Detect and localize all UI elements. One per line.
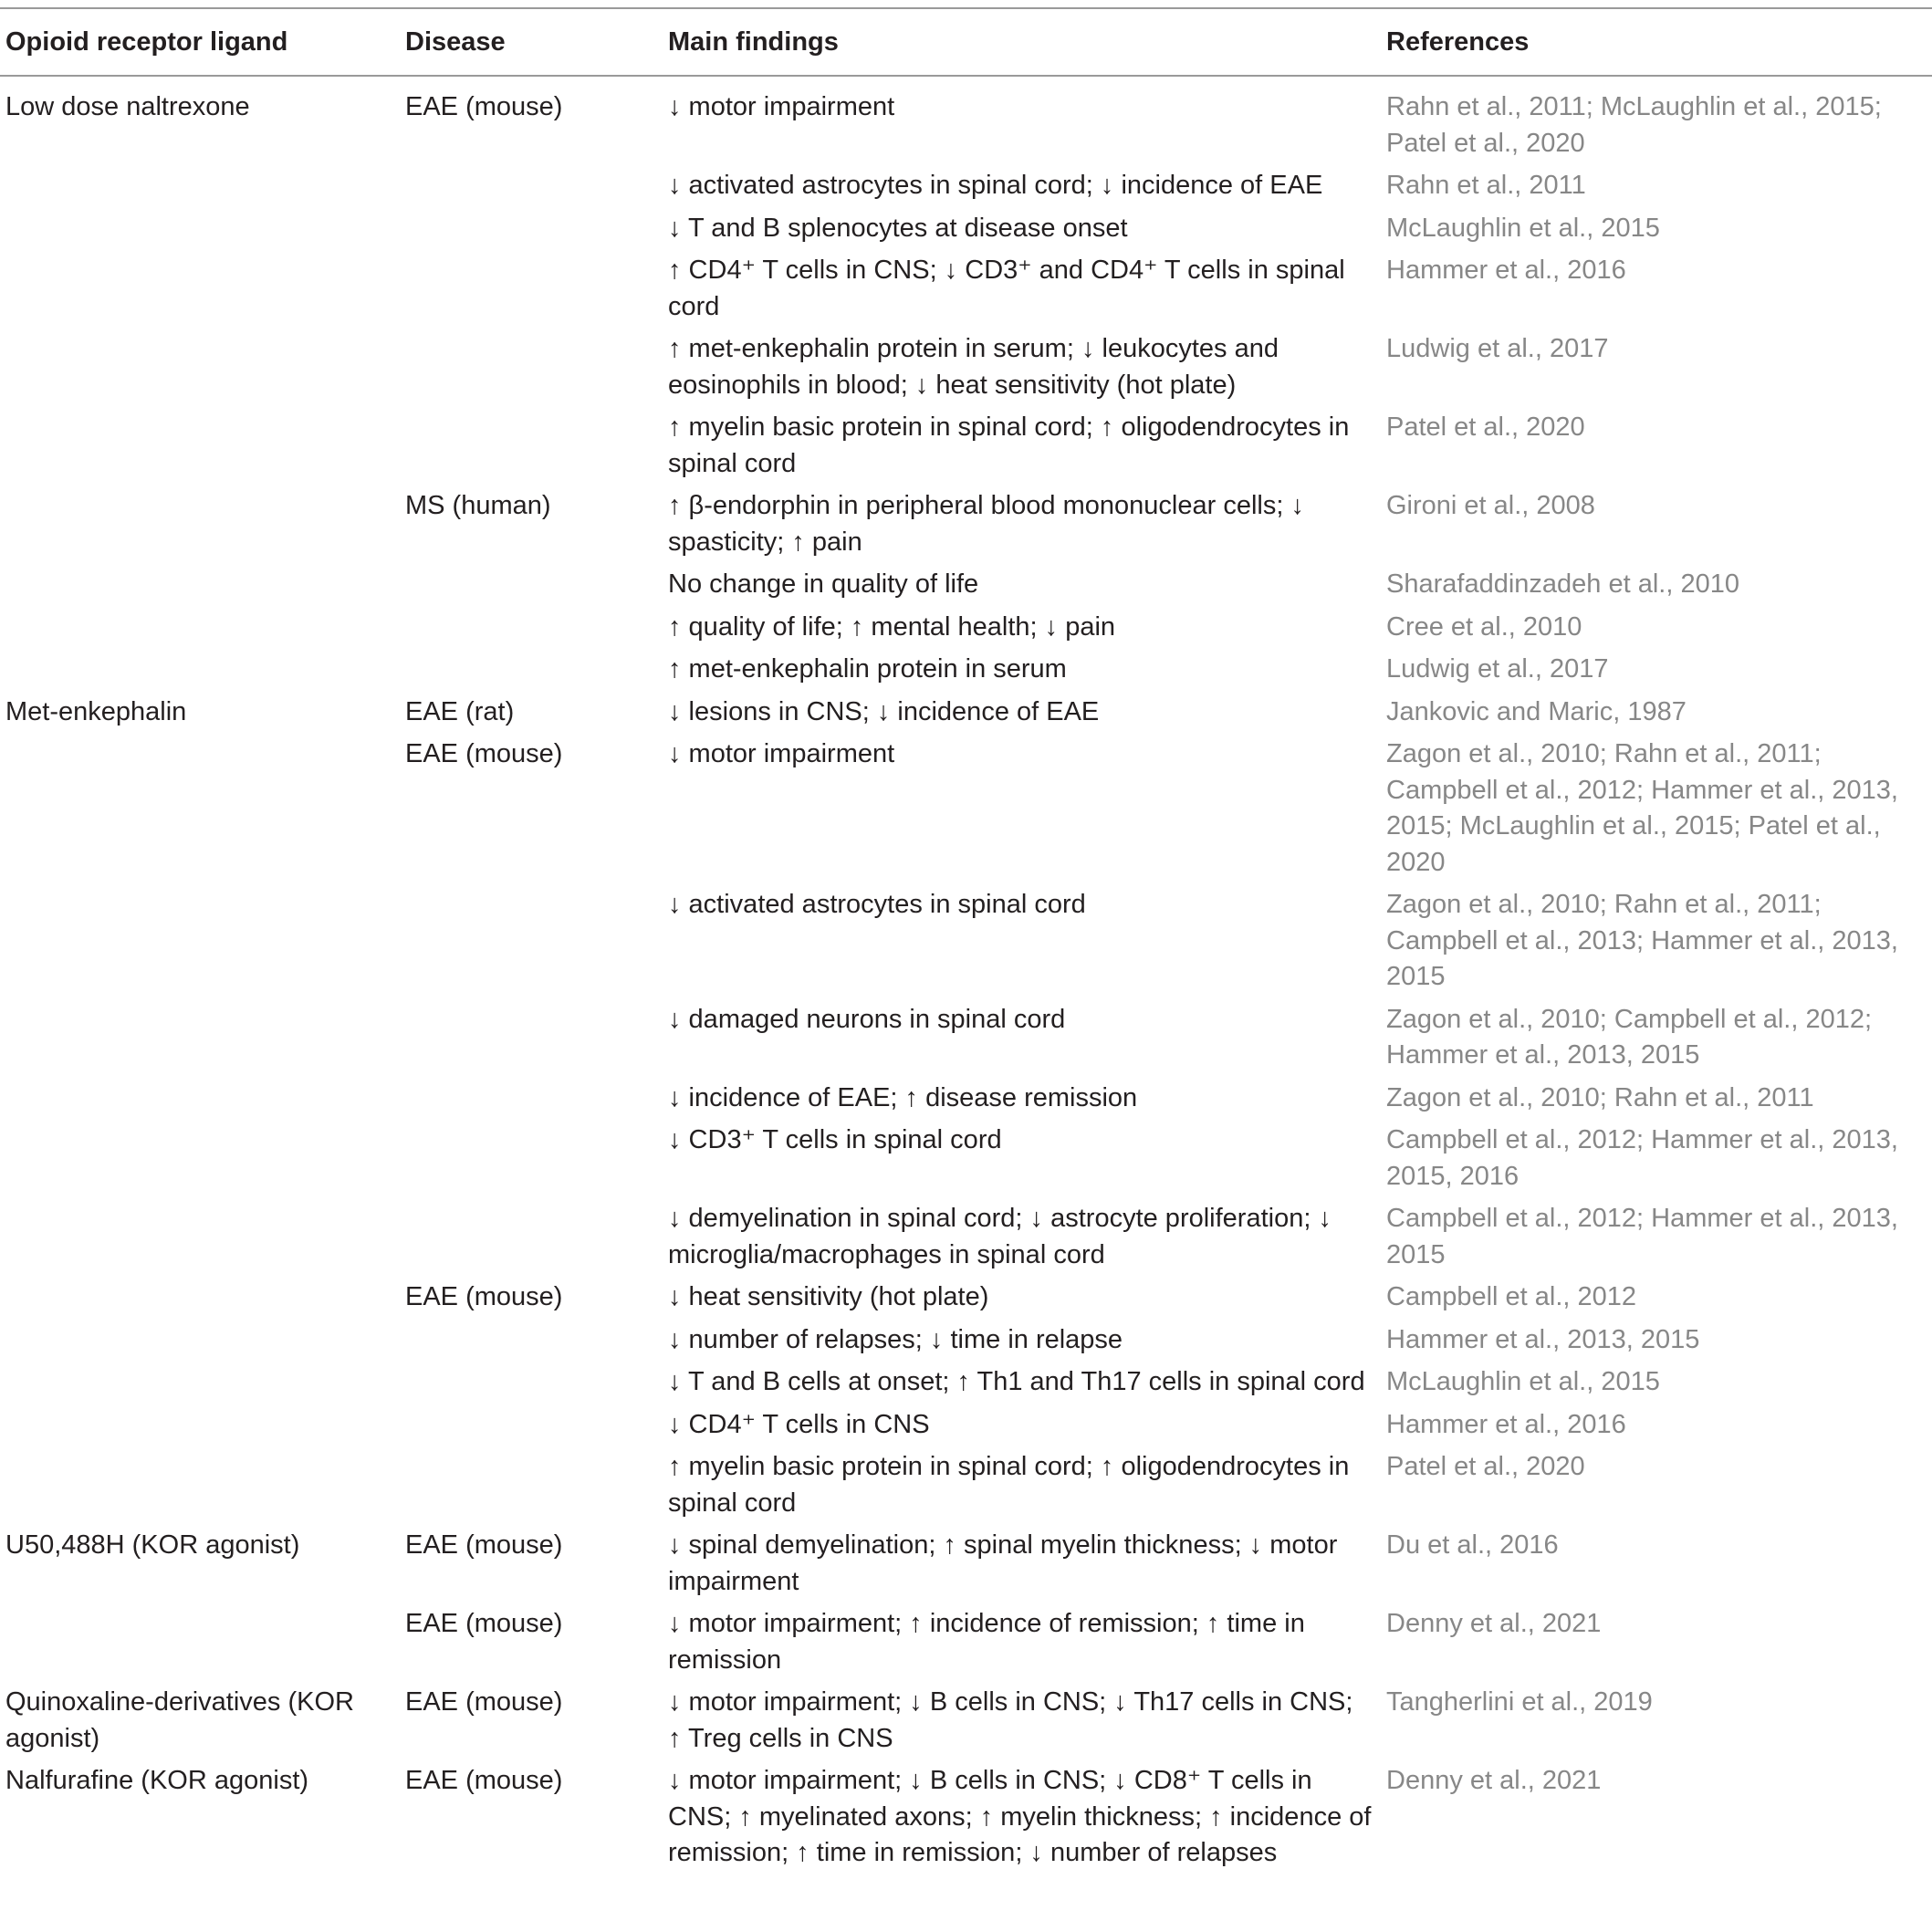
reference-cell: Hammer et al., 2016: [1386, 1409, 1626, 1439]
disease-cell: EAE (mouse): [405, 1687, 563, 1717]
reference-cell: Rahn et al., 2011: [1386, 171, 1586, 200]
finding-cell: ↓ motor impairment: [668, 739, 895, 768]
disease-cell: [400, 883, 663, 998]
ligand-cell: [0, 998, 400, 1077]
finding-cell: ↑ myelin basic protein in spinal cord; ↑ oligodendrocytes in spinal cord: [668, 1452, 1350, 1518]
disease-cell: [400, 606, 663, 649]
reference-cell: Patel et al., 2020: [1386, 412, 1585, 442]
disease-cell: [400, 207, 663, 250]
reference-cell: Rahn et al., 2011; McLaughlin et al., 2015; Patel et al., 2020: [1386, 92, 1882, 158]
finding-cell: ↓ incidence of EAE; ↑ disease remission: [668, 1082, 1138, 1112]
disease-cell: [400, 164, 663, 207]
ligand-cell: [0, 1446, 400, 1524]
reference-cell: Denny et al., 2021: [1386, 1609, 1602, 1638]
findings-table: [0, 7, 1932, 1874]
disease-cell: EAE (rat): [405, 696, 515, 726]
ligand-cell: [0, 733, 400, 883]
reference-cell: Sharafaddinzadeh et al., 2010: [1386, 569, 1739, 599]
ligand-cell: Met-enkephalin: [5, 696, 187, 726]
ligand-cell: [0, 164, 400, 207]
reference-cell: Patel et al., 2020: [1386, 1452, 1585, 1481]
table-row: [0, 1681, 1932, 1759]
finding-cell: ↓ CD3⁺ T cells in spinal cord: [668, 1125, 1002, 1154]
disease-cell: EAE (mouse): [405, 1530, 563, 1560]
reference-cell: Zagon et al., 2010; Campbell et al., 2012; Hammer et al., 2013, 2015: [1386, 1004, 1873, 1070]
finding-cell: ↓ number of relapses; ↓ time in relapse: [668, 1324, 1123, 1354]
reference-cell: Gironi et al., 2008: [1386, 491, 1595, 520]
table-row: [0, 1361, 1932, 1404]
ligand-cell: [0, 249, 400, 328]
table-row: [0, 733, 1932, 883]
reference-cell: Tangherlini et al., 2019: [1386, 1687, 1653, 1717]
reference-cell: Cree et al., 2010: [1386, 611, 1582, 642]
header-disease: Disease: [400, 8, 663, 76]
ligand-cell: [0, 1404, 400, 1446]
finding-cell: No change in quality of life: [668, 569, 979, 599]
finding-cell: ↓ motor impairment; ↓ B cells in CNS; ↓ Th17 cells in CNS; ↑ Treg cells in CNS: [668, 1687, 1353, 1753]
reference-cell: Ludwig et al., 2017: [1386, 334, 1609, 363]
finding-cell: ↓ T and B cells at onset; ↑ Th1 and Th17 cells in spinal cord: [668, 1367, 1365, 1396]
ligand-cell: [0, 606, 400, 649]
table-row: [0, 1404, 1932, 1446]
ligand-cell: [0, 648, 400, 691]
table-row: [0, 328, 1932, 406]
finding-cell: ↓ activated astrocytes in spinal cord; ↓ incidence of EAE: [668, 171, 1323, 200]
disease-cell: [400, 1446, 663, 1524]
disease-cell: [400, 1077, 663, 1120]
table-body: [0, 76, 1932, 1874]
table-row: [0, 76, 1932, 164]
ligand-cell: [0, 328, 400, 406]
disease-cell: [400, 1404, 663, 1446]
table-header: [0, 8, 1932, 76]
table-row: [0, 1319, 1932, 1362]
finding-cell: ↓ motor impairment; ↑ incidence of remission; ↑ time in remission: [668, 1609, 1305, 1675]
disease-cell: [400, 1119, 663, 1197]
table-row: [0, 648, 1932, 691]
table-row: [0, 998, 1932, 1077]
ligand-cell: [0, 1603, 400, 1681]
ligand-cell: [0, 485, 400, 563]
ligand-cell: Low dose naltrexone: [5, 92, 250, 121]
table-row: [0, 1603, 1932, 1681]
table-row: [0, 1197, 1932, 1276]
reference-cell: Du et al., 2016: [1386, 1530, 1559, 1560]
finding-cell: ↓ CD4⁺ T cells in CNS: [668, 1409, 930, 1439]
disease-cell: EAE (mouse): [405, 739, 563, 768]
finding-cell: ↓ motor impairment; ↓ B cells in CNS; ↓ CD8⁺ T cells in CNS; ↑ myelinated axons; ↑ myelin thickness; ↑ incidence of remission; ↑ time in remission; ↓ number of relapses: [668, 1766, 1372, 1867]
table-row: [0, 563, 1932, 606]
ligand-cell: [0, 563, 400, 606]
ligand-cell: [0, 1077, 400, 1120]
ligand-cell: [0, 207, 400, 250]
disease-cell: EAE (mouse): [405, 92, 563, 121]
disease-cell: [400, 648, 663, 691]
finding-cell: ↑ met-enkephalin protein in serum; ↓ leukocytes and eosinophils in blood; ↓ heat sensitivity (hot plate): [668, 334, 1279, 400]
finding-cell: ↓ lesions in CNS; ↓ incidence of EAE: [668, 696, 1100, 726]
finding-cell: ↓ activated astrocytes in spinal cord: [668, 890, 1086, 919]
table-row: [0, 606, 1932, 649]
reference-cell: Jankovic and Maric, 1987: [1386, 696, 1687, 726]
disease-cell: [400, 998, 663, 1077]
reference-cell: Campbell et al., 2012; Hammer et al., 2013, 2015: [1386, 1204, 1898, 1269]
reference-cell: Zagon et al., 2010; Rahn et al., 2011; Campbell et al., 2013; Hammer et al., 2013, 2015: [1386, 890, 1898, 991]
header-row: [0, 8, 1932, 76]
ligand-cell: [0, 1319, 400, 1362]
reference-cell: Ludwig et al., 2017: [1386, 654, 1609, 684]
table-row: [0, 249, 1932, 328]
finding-cell: ↑ CD4⁺ T cells in CNS; ↓ CD3⁺ and CD4⁺ T cells in spinal cord: [668, 256, 1345, 321]
finding-cell: ↓ motor impairment: [668, 92, 895, 121]
disease-cell: MS (human): [405, 491, 551, 520]
finding-cell: ↑ quality of life; ↑ mental health; ↓ pain: [668, 611, 1116, 642]
header-ligand: Opioid receptor ligand: [0, 8, 400, 76]
ligand-cell: Nalfurafine (KOR agonist): [5, 1766, 309, 1795]
reference-cell: Zagon et al., 2010; Rahn et al., 2011: [1386, 1082, 1814, 1112]
finding-cell: ↓ heat sensitivity (hot plate): [668, 1282, 989, 1311]
disease-cell: [400, 249, 663, 328]
reference-cell: McLaughlin et al., 2015: [1386, 1367, 1660, 1396]
finding-cell: ↓ T and B splenocytes at disease onset: [668, 213, 1128, 243]
disease-cell: [400, 563, 663, 606]
disease-cell: EAE (mouse): [405, 1282, 563, 1311]
ligand-cell: [0, 1361, 400, 1404]
disease-cell: [400, 328, 663, 406]
reference-cell: McLaughlin et al., 2015: [1386, 213, 1660, 243]
reference-cell: Campbell et al., 2012; Hammer et al., 2013, 2015, 2016: [1386, 1125, 1898, 1191]
header-references: References: [1381, 8, 1932, 76]
table-row: [0, 1759, 1932, 1874]
reference-cell: Hammer et al., 2013, 2015: [1386, 1324, 1700, 1354]
disease-cell: EAE (mouse): [405, 1766, 563, 1795]
table-row: [0, 1276, 1932, 1319]
disease-cell: [400, 1197, 663, 1276]
reference-cell: Denny et al., 2021: [1386, 1766, 1602, 1795]
disease-cell: [400, 406, 663, 485]
ligand-cell: [0, 883, 400, 998]
table-row: [0, 1077, 1932, 1120]
ligand-cell: [0, 1119, 400, 1197]
reference-cell: Campbell et al., 2012: [1386, 1282, 1637, 1311]
reference-cell: Hammer et al., 2016: [1386, 256, 1626, 285]
disease-cell: [400, 1361, 663, 1404]
ligand-cell: [0, 406, 400, 485]
table-row: [0, 1524, 1932, 1603]
table-row: [0, 883, 1932, 998]
finding-cell: ↑ β-endorphin in peripheral blood mononuclear cells; ↓ spasticity; ↑ pain: [668, 491, 1304, 557]
header-findings: Main findings: [663, 8, 1381, 76]
table-row: [0, 1446, 1932, 1524]
ligand-cell: [0, 1276, 400, 1319]
finding-cell: ↑ met-enkephalin protein in serum: [668, 654, 1067, 684]
ligand-cell: Quinoxaline-derivatives (KOR agonist): [5, 1687, 354, 1753]
table-row: [0, 1119, 1932, 1197]
finding-cell: ↓ damaged neurons in spinal cord: [668, 1004, 1066, 1034]
finding-cell: ↓ demyelination in spinal cord; ↓ astrocyte proliferation; ↓ microglia/macrophages in spinal cord: [668, 1204, 1332, 1269]
table-row: [0, 406, 1932, 485]
ligand-cell: [0, 1197, 400, 1276]
table-row: [0, 691, 1932, 734]
table-row: [0, 485, 1932, 563]
table-row: [0, 207, 1932, 250]
reference-cell: Zagon et al., 2010; Rahn et al., 2011; Campbell et al., 2012; Hammer et al., 2013, 2015; McLaughlin et al., 2015; Patel et al., 2020: [1386, 739, 1898, 877]
finding-cell: ↑ myelin basic protein in spinal cord; ↑ oligodendrocytes in spinal cord: [668, 412, 1350, 478]
disease-cell: [400, 1319, 663, 1362]
disease-cell: EAE (mouse): [405, 1609, 563, 1638]
finding-cell: ↓ spinal demyelination; ↑ spinal myelin thickness; ↓ motor impairment: [668, 1530, 1338, 1596]
ligand-cell: U50,488H (KOR agonist): [5, 1530, 300, 1560]
table-row: [0, 164, 1932, 207]
